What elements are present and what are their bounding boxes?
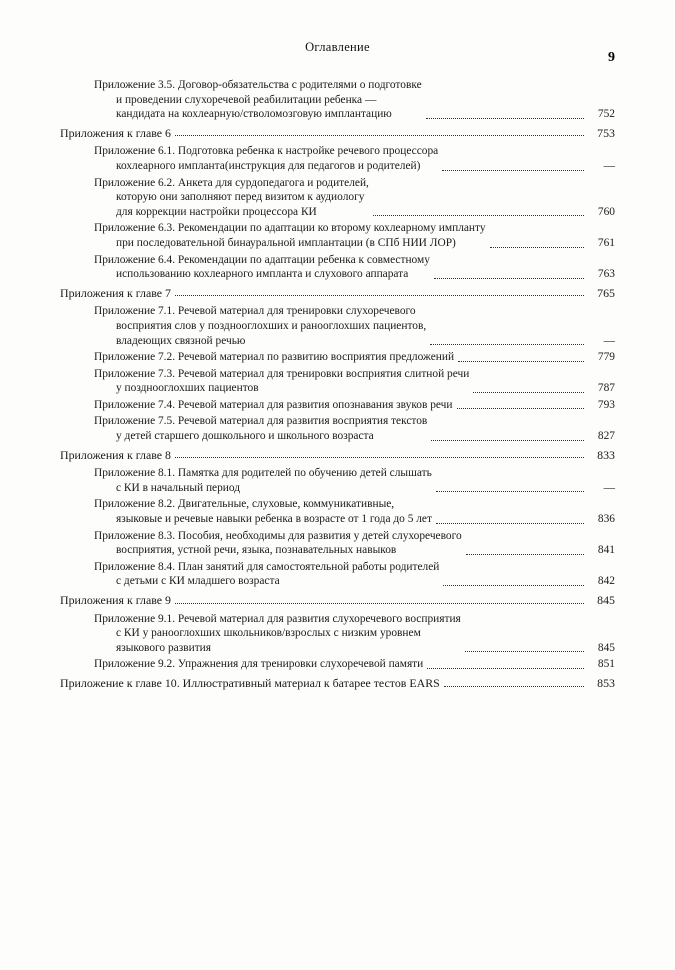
- toc-entry-title: Приложение 9.2. Упражнения для тренировки слухоречевой памяти: [94, 658, 424, 671]
- toc-leader-dots: [175, 602, 584, 604]
- header-page-number: 9: [608, 50, 615, 65]
- toc-entry-title: Приложение 6.2. Анкета для сурдопедагога и родителей, которую они заполняют перед визитом к аудиологу для коррекции настройки процессора КИ: [94, 176, 369, 218]
- toc-entry[interactable]: [60, 529, 615, 558]
- toc-entry-page: 845: [597, 593, 615, 607]
- toc-entry[interactable]: [60, 466, 615, 495]
- toc-entry-title: Приложения к главе 6: [60, 125, 171, 140]
- toc-entry[interactable]: [60, 593, 615, 608]
- toc-entry-page: 833: [597, 447, 615, 462]
- toc-entry-title: Приложения к главе 7: [60, 285, 171, 300]
- toc-entry-page: —: [603, 481, 615, 494]
- toc-entry[interactable]: [60, 78, 615, 122]
- toc-leader-dots: [466, 553, 584, 555]
- toc-entry[interactable]: [60, 286, 615, 301]
- page-content: [60, 40, 615, 695]
- toc-entry[interactable]: [60, 253, 615, 282]
- toc-entry[interactable]: [60, 144, 615, 173]
- toc-entry-page: 787: [597, 382, 615, 395]
- toc-entry[interactable]: [60, 676, 615, 691]
- toc-entry-title: Приложение 6.1. Подготовка ребенка к настройке речевого процессора кохлеарного импланта(инструкция для педагогов и родителей): [94, 145, 439, 172]
- toc-entry-page: 793: [597, 398, 615, 411]
- toc-entry[interactable]: [60, 176, 615, 220]
- toc-entry-page: 842: [597, 575, 615, 588]
- toc-entry-title: Приложение 9.1. Речевой материал для развития слухоречевого восприятия с КИ у ранооглохших школьников/взрослых с низким уровнем языкового развития: [94, 612, 461, 654]
- toc-entry-page: 753: [597, 125, 615, 140]
- toc-entry[interactable]: [60, 367, 615, 396]
- toc-entry-title: Приложение 6.3. Рекомендации по адаптации ко второму кохлеарному импланту при последовательной бинауральной имплантации (в СПб НИИ ЛОР): [94, 222, 486, 249]
- toc-entry-title: Приложение 8.3. Пособия, необходимы для развития у детей слухоречевого восприятия, устной речи, языка, познавательных навыков: [94, 529, 462, 557]
- toc-leader-dots: [444, 685, 584, 687]
- toc-entry-title: Приложения к главе 9: [60, 593, 171, 607]
- toc-entry[interactable]: [60, 448, 615, 463]
- toc-leader-dots: [465, 650, 584, 652]
- toc-entry-page: 760: [597, 205, 615, 218]
- toc-entry-title: Приложение 8.4. План занятий для самостоятельной работы родителей с детьми с КИ младшего возраста: [94, 560, 440, 588]
- toc-entry-page: 845: [597, 641, 615, 654]
- toc-entry-page: 779: [597, 351, 615, 364]
- toc-entry-page: 841: [597, 544, 615, 557]
- toc-leader-dots: [373, 214, 584, 216]
- toc-entry-page: 752: [597, 108, 615, 121]
- toc-leader-dots: [442, 169, 584, 171]
- toc-entry-page: 836: [597, 513, 615, 526]
- toc-leader-dots: [473, 391, 584, 393]
- toc-entry-title: Приложение 6.4. Рекомендации по адаптации ребенка к совместному использованию кохлеарного импланта и слухового аппарата: [94, 253, 430, 281]
- toc-entry-page: —: [603, 159, 615, 172]
- toc-leader-dots: [436, 490, 584, 492]
- toc-entry-page: 761: [597, 236, 615, 249]
- table-of-contents: [60, 78, 615, 691]
- toc-entry[interactable]: [60, 414, 615, 443]
- toc-entry[interactable]: [60, 497, 615, 526]
- toc-entry-page: 765: [597, 285, 615, 300]
- toc-entry-title: Приложение 8.1. Памятка для родителей по обучению детей слышать с КИ в начальный период: [94, 467, 432, 494]
- toc-entry[interactable]: [60, 126, 615, 141]
- toc-leader-dots: [175, 456, 584, 458]
- toc-entry-page: 851: [597, 658, 615, 671]
- toc-entry-title: Приложение 7.3. Речевой материал для тренировки восприятия слитной речи у позднооглохших пациентов: [94, 367, 470, 395]
- toc-entry[interactable]: [60, 350, 615, 365]
- toc-entry-title: Приложение 8.2. Двигательные, слуховые, коммуникативные, языковые и речевые навыки ребенка в возрасте от 1 года до 5 лет: [94, 498, 432, 526]
- toc-entry[interactable]: [60, 612, 615, 656]
- toc-leader-dots: [436, 522, 584, 524]
- toc-entry-page: 853: [597, 675, 615, 690]
- page-header: [60, 40, 615, 66]
- toc-leader-dots: [457, 407, 584, 409]
- toc-entry-title: Приложение 7.5. Речевой материал для развития восприятия текстов у детей старшего дошкольного и школьного возраста: [94, 415, 428, 443]
- toc-leader-dots: [427, 667, 584, 669]
- toc-entry[interactable]: [60, 398, 615, 413]
- toc-entry-title: Приложение 7.1. Речевой материал для тренировки слухоречевого восприятия слов у позднооглохших и ранооглохших пациентов, владеющих связной речью: [94, 305, 427, 347]
- toc-leader-dots: [443, 584, 584, 586]
- header-title: Оглавление: [305, 40, 370, 54]
- toc-entry[interactable]: [60, 657, 615, 672]
- toc-leader-dots: [175, 134, 584, 136]
- toc-entry[interactable]: [60, 304, 615, 348]
- toc-leader-dots: [431, 439, 584, 441]
- toc-entry-page: —: [603, 334, 615, 347]
- toc-entry[interactable]: [60, 221, 615, 250]
- toc-entry-title: Приложение к главе 10. Иллюстративный материал к батарее тестов EARS: [60, 675, 440, 690]
- toc-leader-dots: [490, 246, 584, 248]
- toc-leader-dots: [426, 117, 584, 119]
- toc-entry-page: 827: [597, 430, 615, 443]
- toc-leader-dots: [175, 294, 584, 296]
- toc-entry-title: Приложение 7.4. Речевой материал для развития опознавания звуков речи: [94, 398, 453, 411]
- toc-entry-page: 763: [597, 268, 615, 281]
- toc-entry[interactable]: [60, 560, 615, 589]
- toc-entry-title: Приложение 3.5. Договор-обязательства с родителями о подготовке и проведении слухоречевой реабилитации ребенка — кандидата на кохлеарную/стволомозговую имплантацию: [94, 79, 422, 121]
- toc-leader-dots: [430, 343, 584, 345]
- toc-leader-dots: [434, 277, 584, 279]
- toc-entry-title: Приложения к главе 8: [60, 447, 171, 462]
- toc-leader-dots: [458, 360, 584, 362]
- toc-entry-title: Приложение 7.2. Речевой материал по развитию восприятия предложений: [94, 351, 455, 364]
